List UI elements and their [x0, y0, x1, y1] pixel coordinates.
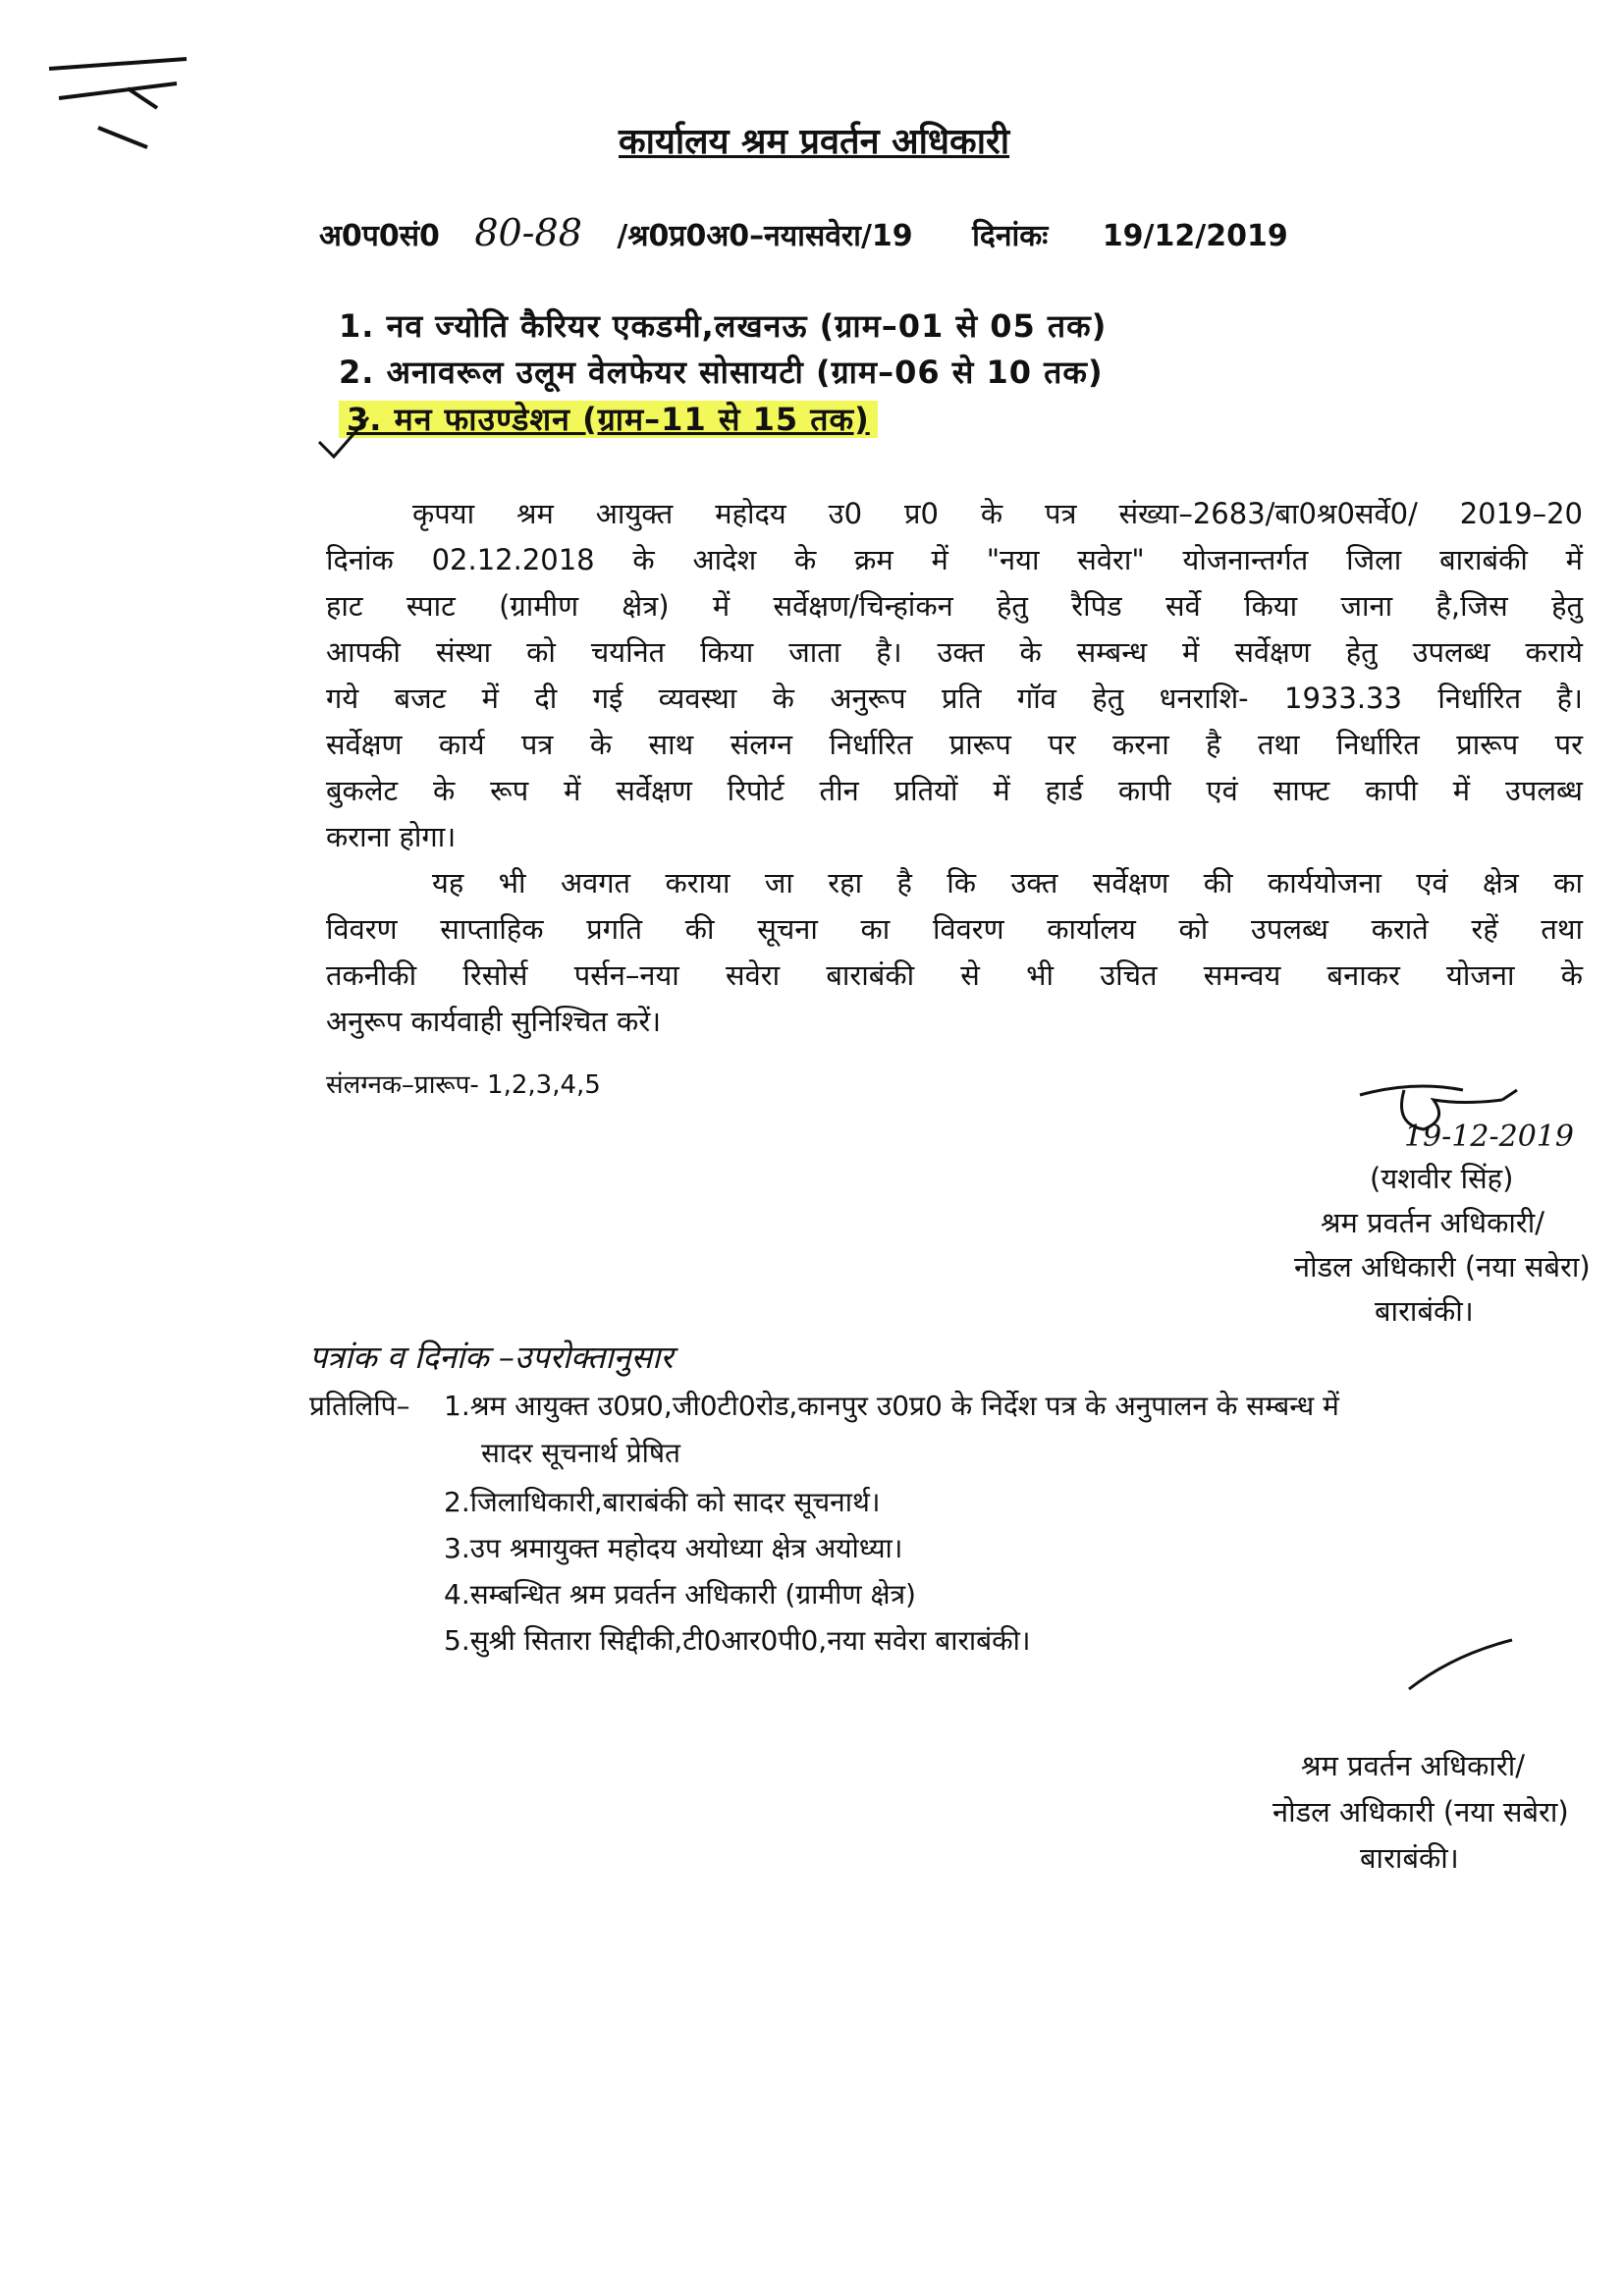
signatory-2-place: बाराबंकी। [1360, 1841, 1459, 1875]
body-line: आपकी संस्था को चयनित किया जाता है। उक्त के सम्बन्ध में सर्वेक्षण हेतु उपलब्ध कराये [326, 635, 1583, 669]
body-line: गये बजट में दी गई व्यवस्था के अनुरूप प्रति गॉव हेतु धनराशि- 1933.33 निर्धारित है। [326, 682, 1583, 715]
highlighted-addressee: 3. मन फाउण्डेशन (ग्राम–11 से 15 तक) [339, 401, 878, 438]
body-line: बुकलेट के रूप में सर्वेक्षण रिपोर्ट तीन प्रतियों में हार्ड कापी एवं साफ्ट कापी में उपलब्ध [326, 774, 1583, 807]
office-title: कार्यालय श्रम प्रवर्तन अधिकारी [619, 122, 1010, 162]
body-line: यह भी अवगत कराया जा रहा है कि उक्त सर्वेक्षण की कार्ययोजना एवं क्षेत्र का [432, 866, 1583, 900]
copy-item: 3.उप श्रमायुक्त महोदय अयोध्या क्षेत्र अयोध्या। [444, 1532, 903, 1564]
body-line: हाट स्पाट (ग्रामीण क्षेत्र) में सर्वेक्षण/चिन्हांकन हेतु रैपिड सर्वे किया जाना है,जिस हेतु [326, 589, 1583, 623]
enclosure: संलग्नक–प्रारूप- 1,2,3,4,5 [326, 1070, 601, 1100]
signatory-2-designation: नोडल अधिकारी (नया सबेरा) [1272, 1795, 1569, 1829]
body-line: अनुरूप कार्यवाही सुनिश्चित करें। [326, 1005, 662, 1038]
copy-item: 5.सुश्री सितारा सिद्दीकी,टी0आर0पी0,नया सवेरा बाराबंकी। [444, 1624, 1031, 1657]
date-value: 19/12/2019 [1102, 219, 1288, 253]
signatory-designation: श्रम प्रवर्तन अधिकारी/ [1321, 1206, 1544, 1239]
body-line: तकनीकी रिसोर्स पर्सन–नया सवेरा बाराबंकी से भी उचित समन्वय बनाकर योजना के [326, 958, 1583, 992]
ref-suffix: /श्र0प्र0अ0–नयासवेरा/19 [617, 219, 913, 253]
signatory-name: (यशवीर सिंह) [1370, 1162, 1514, 1195]
corner-scribble [39, 49, 196, 157]
handwritten-note: पत्रांक व दिनांक –उपरोक्तानुसार [309, 1339, 674, 1376]
signature-date: 19-12-2019 [1404, 1120, 1574, 1154]
body-line: सर्वेक्षण कार्य पत्र के साथ संलग्न निर्धारित प्रारूप पर करना है तथा निर्धारित प्रारूप पर [326, 728, 1583, 761]
signatory-2-designation: श्रम प्रवर्तन अधिकारी/ [1301, 1749, 1525, 1782]
date-label: दिनांकः [972, 219, 1049, 253]
body-line: विवरण साप्ताहिक प्रगति की सूचना का विवरण कार्यालय को उपलब्ध कराते रहें तथा [326, 912, 1583, 946]
body-line: कृपया श्रम आयुक्त महोदय उ0 प्र0 के पत्र संख्या–2683/बा0श्र0सर्वे0/ 2019–20 [412, 497, 1583, 530]
addressee-2: 2. अनावरूल उलूम वेलफेयर सोसायटी (ग्राम–06 से 10 तक) [339, 354, 1104, 391]
copy-item: 4.सम्बन्धित श्रम प्रवर्तन अधिकारी (ग्रामीण क्षेत्र) [444, 1578, 916, 1611]
copy-item: 2.जिलाधिकारी,बाराबंकी को सादर सूचनार्थ। [444, 1486, 881, 1518]
body-line: कराना होगा। [326, 820, 457, 853]
ref-number: 80-88 [474, 211, 582, 254]
signatory-designation: नोडल अधिकारी (नया सबेरा) [1294, 1250, 1591, 1284]
body-line: दिनांक 02.12.2018 के आदेश के क्रम में "नया सवेरा" योजनान्तर्गत जिला बाराबंकी में [326, 543, 1583, 576]
reference-line [319, 211, 1288, 254]
addressee-1: 1. नव ज्योति कैरियर एकडमी,लखनऊ (ग्राम–01 से 05 तक) [339, 307, 1108, 345]
signatory-place: बाराबंकी। [1375, 1294, 1474, 1328]
copies-label: प्रतिलिपि– [309, 1390, 410, 1422]
signature-stroke [1404, 1635, 1522, 1694]
addressee-3-highlighted [339, 398, 878, 440]
copy-item: 1.श्रम आयुक्त उ0प्र0,जी0टी0रोड,कानपुर उ0प्र0 के निर्देश पत्र के अनुपालन के सम्बन्ध में [444, 1390, 1339, 1422]
check-mark [314, 412, 373, 462]
copy-item: सादर सूचनार्थ प्रेषित [481, 1437, 681, 1469]
ref-prefix: अ0प0सं0 [319, 219, 440, 253]
